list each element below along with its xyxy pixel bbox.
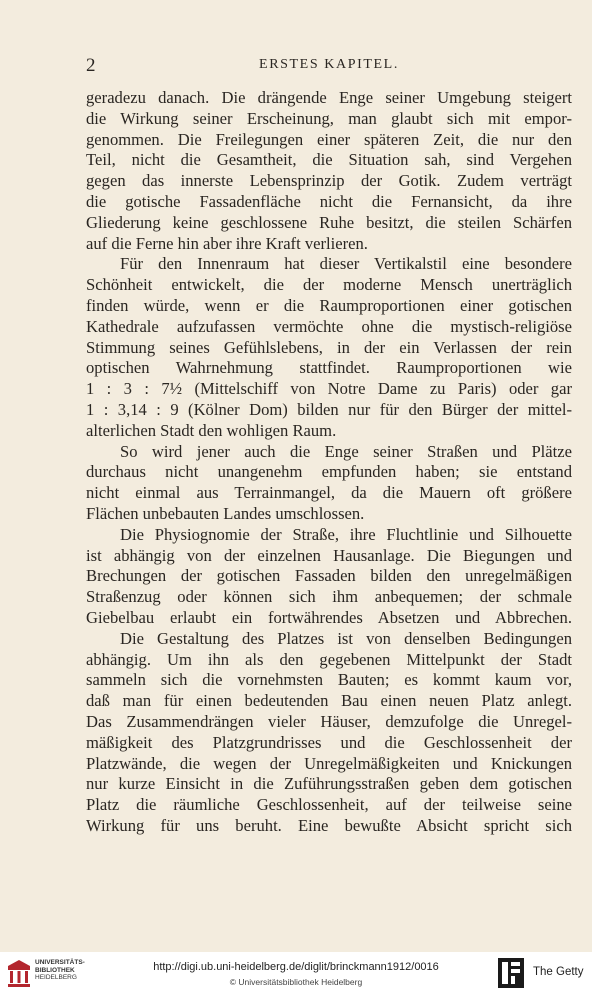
text-line: optischen Wahrnehmung stattfindet. Raumproportionen wie bbox=[86, 358, 572, 378]
text-line: daß man für einen bedeutenden Bau einen neuen Platz anlegt. bbox=[86, 691, 572, 711]
body-text bbox=[86, 88, 572, 837]
getty-label: The Getty bbox=[533, 966, 584, 978]
text-line: geradezu danach. Die drängende Enge seiner Umgebung steigert bbox=[86, 88, 572, 107]
text-line: die gotische Fassadenfläche nicht die Fernansicht, da ihre bbox=[86, 191, 572, 211]
paragraph-start-line: Die Gestaltung des Platzes ist von denselben Bedingungen bbox=[120, 628, 572, 648]
text-line: Brechungen der gotischen Fassaden bilden den unregelmäßigen bbox=[86, 566, 572, 586]
paragraph-start-line: So wird jener auch die Enge seiner Straßen und Plätze bbox=[120, 441, 572, 461]
page-number: 2 bbox=[86, 55, 96, 76]
copyright-notice: © Universitätsbibliothek Heidelberg bbox=[229, 977, 363, 987]
text-line: Kathedrale aufzufassen vermöchte ohne die mystisch-religiöse bbox=[86, 316, 572, 336]
text-line: abhängig. Um ihn als den gegebenen Mittelpunkt der Stadt bbox=[86, 649, 572, 669]
text-line: alterlichen Stadt den wohligen Raum. bbox=[86, 420, 337, 440]
running-head: ERSTES KAPITEL. bbox=[259, 57, 399, 72]
paragraph-start-line: Die Physiognomie der Straße, ihre Fluchtlinie und Silhouette bbox=[120, 524, 572, 544]
paragraph-start-line: Für den Innenraum hat dieser Vertikalstil eine besondere bbox=[120, 254, 572, 274]
text-line: Gliederung keine geschlossene Ruhe besitzt, die steilen Schärfen bbox=[86, 212, 572, 232]
text-line: genommen. Die Freilegungen einer späteren Zeit, die nur den bbox=[86, 129, 572, 149]
text-line: Das Zusammendrängen vieler Häuser, demzufolge die Unregel- bbox=[86, 711, 572, 731]
text-line: finden würde, wenn er die Raumproportionen einer gotischen bbox=[86, 295, 572, 315]
text-line: Platzwände, die wegen der Unregelmäßigkeiten und Knickungen bbox=[86, 753, 572, 773]
text-line: sammeln sich die vornehmsten Bauten; es kommt kaum vor, bbox=[86, 670, 572, 690]
text-line: Straßenzug oder können sich ihm anbequemen; der schmale bbox=[86, 587, 572, 607]
source-url-link[interactable]: http://digi.ub.uni-heidelberg.de/diglit/brinckmann1912/0016 bbox=[153, 961, 439, 973]
footer-bar bbox=[0, 952, 592, 994]
text-line: nur kurze Einsicht in die Zuführungsstraßen geben dem gotischen bbox=[86, 774, 572, 794]
text-line: nicht einmal aus Terrainmangel, da die Mauern oft größere bbox=[86, 483, 572, 503]
text-line: Giebelbau erlaubt ein fortwährendes Absetzen und Abbrechen. bbox=[86, 607, 572, 627]
text-line: gegen das innerste Lebensprinzip der Gotik. Zudem verträgt bbox=[86, 171, 572, 191]
text-line: Platz die räumliche Geschlossenheit, auf der teilweise seine bbox=[86, 795, 572, 815]
text-line: Schönheit entwickelt, die der moderne Mensch unerträglich bbox=[86, 275, 572, 295]
text-line: Flächen unbebauten Landes umschlossen. bbox=[86, 503, 365, 523]
text-line: Wirkung für uns beruht. Eine bewußte Absicht spricht sich bbox=[86, 815, 572, 835]
text-line: Teil, nicht die Gesamtheit, die Situation sah, sind Vergehen bbox=[86, 150, 572, 170]
text-line: Stimmung seines Gefühlslebens, in der ein Verlassen der rein bbox=[86, 337, 572, 357]
text-line: die Wirkung seiner Erscheinung, man glaubt sich mit empor- bbox=[86, 108, 572, 128]
text-line: 1 : 3 : 7½ (Mittelschiff von Notre Dame zu Paris) oder gar bbox=[86, 379, 572, 399]
text-line: ist abhängig von der einzelnen Hausanlage. Die Biegungen und bbox=[86, 545, 572, 565]
text-line: mäßigkeit des Platzgrundrisses und die Geschlossenheit der bbox=[86, 732, 572, 752]
university-library-name: UNIVERSITÄTS- BIBLIOTHEK HEIDELBERG bbox=[35, 959, 85, 981]
text-line: 1 : 3,14 : 9 (Kölner Dom) bilden nur für den Bürger der mittel- bbox=[86, 399, 572, 419]
page-header bbox=[86, 55, 572, 79]
getty-logo-icon bbox=[497, 957, 525, 989]
text-line: durchaus nicht unangenehm empfunden haben; sie entstand bbox=[86, 462, 572, 482]
text-line: auf die Ferne hin aber ihre Kraft verlieren. bbox=[86, 233, 368, 253]
